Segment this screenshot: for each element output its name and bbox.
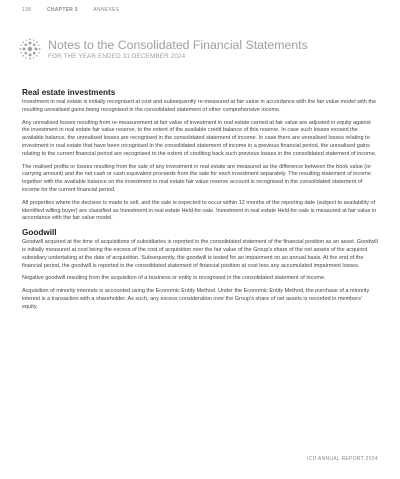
paragraph: Any unrealised losses resulting from re-measurement at fair value of investment in real estate carried at fair value are adjusted in equity against the investment in real estate fair value reserve, to the extent of the available credit balance of this reserve. In case such losses exceed the available balance, the unrealised losses are recognised in the consolidated statement of income. In case there are unrealised losses relating to investment in real estate that have been recognised in the consolidated statement of income in a previous financial period, the unrealised gains relating to the current financial period are recognised to the extent of crediting back such previous losses in the consolidated statement of income. (22, 119, 377, 157)
page-number: 138 (22, 7, 32, 13)
dotted-globe-logo-icon (19, 38, 41, 60)
chapter-label: CHAPTER 5 (46, 7, 78, 13)
page-subtitle: FOR THE YEAR ENDED 31 DECEMBER 2024 (48, 53, 186, 60)
main-content (22, 88, 378, 317)
section-heading-real-estate: Real estate investments (22, 88, 116, 97)
paragraph: Negative goodwill resulting from the acquisition of a business or entity is recognised in the consolidated statement of income. (22, 275, 326, 282)
section-label: ANNEXES (93, 7, 120, 13)
page-header (22, 7, 133, 13)
page-title: Notes to the Consolidated Financial Statements (48, 38, 308, 52)
paragraph: Goodwill acquired at the time of acquisitions of subsidiaries is reported in the consolidated statement of the financial position as an asset. Goodwill is initially measured at cost being the excess of the cost of acquisition over the fair value of the Group's share of the net assets of the acquired subsidiary undertaking at the date of acquisition. Subsequently, the goodwill is tested for an impairment on an annual basis. At the end of the financial period, the goodwill is reported in the consolidated statement of financial position at cost less any accumulated impairment losses. (22, 239, 378, 269)
paragraph: Investment in real estate is initially recognised at cost and subsequently re-measured at fair value in accordance with the fair value model with the resulting unrealised gains being recognised in the consolidated statement of other comprehensive income. (22, 99, 377, 113)
title-block (48, 38, 308, 60)
section-heading-goodwill: Goodwill (22, 228, 57, 238)
footer-report-name: ICD ANNUAL REPORT 2024 (307, 456, 378, 462)
paragraph: All properties where the decision is made to sell, and the sale is expected to occur within 12 months of the reporting date (subject to availability of identified willing buyer) are classified as Investment in real estate Held-for-sale. Investment in real estate Held-for-sale is measured at fair value in accordance with the fair value model. (22, 199, 377, 222)
paragraph: Acquisition of minority interests is accounted using the Economic Entity Method. Under the Economic Entity Method, the purchase of a minority interest is a transaction with a shareholder. As such, any excess consideration over the Group's share of net assets is recorded in members' equity. (22, 288, 370, 310)
paragraph: The realised profits or losses resulting from the sale of any investment in real estate are measured as the difference between the book value (or carrying amount) and the net cash or cash equivalent proceeds from the sale for each investment separately. The resulting statement of income together with the available balance on the investment in real estate fair value reserve account is recognised in the consolidated statement of income for the current financial period. (22, 163, 372, 193)
